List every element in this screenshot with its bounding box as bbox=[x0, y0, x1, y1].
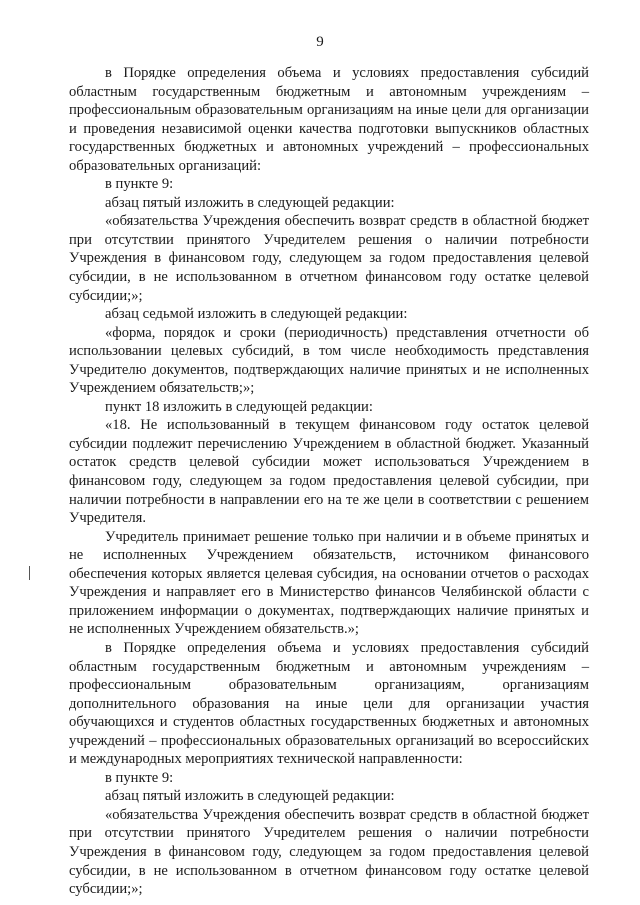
page-number: 9 bbox=[316, 34, 324, 50]
paragraph-1: в Порядке определения объема и условиях предоставления субсидий областным государственным бюджетным и автономным учреждениям – профессиональным образовательным организациям на иные цели для организации и проведения независимой оценки качества подготовки выпускников областных государственных бюджетных и автономных учреждений – профессиональных образовательных организаций: bbox=[69, 65, 589, 174]
paragraph-9: Учредитель принимает решение только при наличии и в объеме принятых и не исполненных Учреждением обязательств, источником финансового обеспечения которых является целевая субсидия, на основании отчетов о расходах Учреждения и направляет его в Министерство финансов Челябинской области с приложением информации о документах, подтверждающих наличие принятых и не исполненных Учреждением обязательств.»; bbox=[69, 528, 589, 638]
paragraph-2: в пункте 9: bbox=[105, 176, 174, 193]
paragraph-11: в пункте 9: bbox=[105, 769, 174, 786]
paragraph-8: «18. Не использованный в текущем финансовом году остаток целевой субсидии подлежит перечислению Учреждением в областной бюджет. Указанный остаток средств целевой субсидии может использоваться Учреждением в финансовом году, следующем за годом предоставления целевой субсидии, при наличии потребности в направлении его на те же цели в соответствии с решением Учредителя. bbox=[69, 417, 589, 527]
document-body bbox=[69, 64, 589, 899]
margin-mark bbox=[29, 566, 30, 580]
paragraph-13: «обязательства Учреждения обеспечить возврат средств в областной бюджет при отсутствии принятого Учредителем решения о наличии потребности Учреждения в финансовом году, следующем за годом предоставления целевой субсидии, в не использованном в отчетном финансовом году остатке целевой субсидии;»; bbox=[69, 806, 589, 898]
paragraph-4: «обязательства Учреждения обеспечить возврат средств в областной бюджет при отсутствии принятого Учредителем решения о наличии потребности Учреждения в финансовом году, следующем за годом предоставления целевой субсидии, в не использованном в отчетном финансовом году остатке целевой субсидии;»; bbox=[69, 213, 589, 304]
paragraph-7: пункт 18 изложить в следующей редакции: bbox=[105, 398, 373, 415]
paragraph-10: в Порядке определения объема и условиях предоставления субсидий областным государственным бюджетным и автономным учреждениям – профессиональным образовательным организациям, организациям дополнительного образования на иные цели для организации участия обучающихся и студентов областных государственных бюджетных и автономных учреждений – профессиональных образовательных организаций во всероссийских и международных мероприятиях технической направленности: bbox=[69, 639, 589, 768]
paragraph-5: абзац седьмой изложить в следующей редакции: bbox=[105, 306, 408, 323]
paragraph-3: абзац пятый изложить в следующей редакции: bbox=[105, 194, 395, 211]
paragraph-12: абзац пятый изложить в следующей редакции: bbox=[105, 788, 395, 805]
paragraph-6: «форма, порядок и сроки (периодичность) представления отчетности об использовании целевых субсидий, в том числе необходимость представления Учредителю документов, подтверждающих наличие принятых и не исполненных Учреждением обязательств;»; bbox=[69, 324, 589, 397]
